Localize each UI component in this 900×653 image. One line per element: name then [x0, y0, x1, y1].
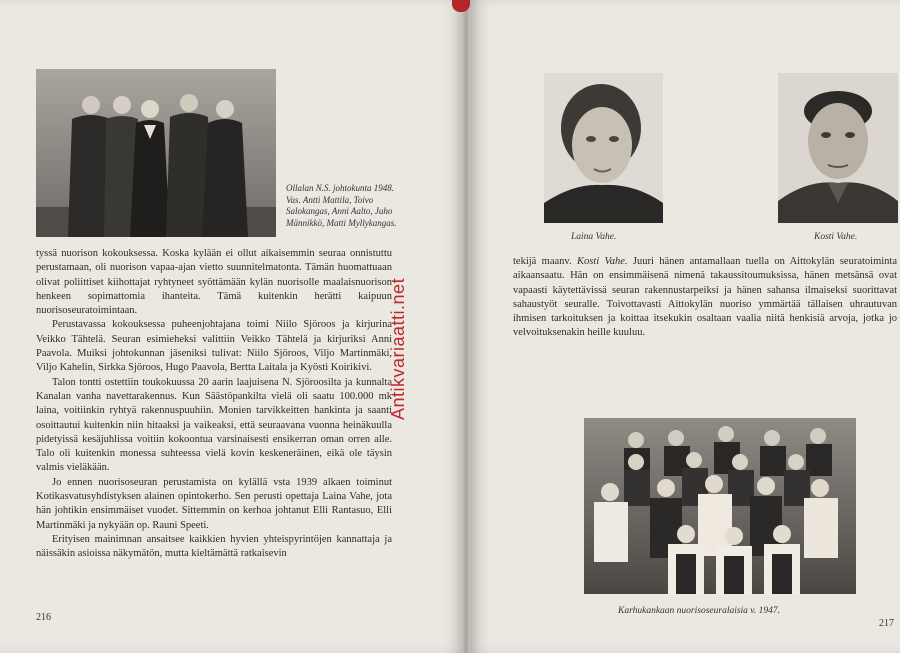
right-paragraph-name: Kosti Vahe. [576, 256, 628, 267]
left-paragraph: Erityisen mainimnan ansaitsee kaikkien hyvien yhteispyrintöjen kannattaja ja näissäkin asioissa näkymätön, mutta kieltämättä ratkaisevin [36, 533, 392, 560]
left-paragraph: Jo ennen nuorisoseuran perustamista on kylällä vsta 1939 alkaen toiminut Kotikasvatusyhdistyksen alainen opintokerho. Sen perusti opettaja Laina Vahe, jota hän johtikin ensimmäiset vuodet. Sittemmin on kerhoa johtanut Elli Rantasuo, Elli Martinmäki ja nykyään op. Rauni Speeti. [36, 476, 392, 531]
left-paragraph: Talon tontti ostettiin toukokuussa 20 aarin laajuisena N. Sjöroosilta ja kunnalta Kanalan vanha navettarakennus. Kun Säästöpankilta vielä oli saatu 100.000 mk laina, voitiinkin ryhtyä rakennuspuuhiin. Monien tarvikkeitten hankinta ja saanti osoittautui kuitenkin niin hitaaksi ja vaikeaksi, että seuraavana vuonna heinäkuulla pidetyissä kesäjuhlissa voitiin kokoontua varsinaisesti ensikerran oman orren alle. Talo oli kuitenkin monessa suhteessa vielä kovin keskeneräinen, eikä ole täysin valmis vieläkään. [36, 376, 392, 474]
right-paragraph-rest: Juuri hänen antamallaan tuella on Aittokylän seuratoiminta aikaansaatu. Hän on ensimmäisenä nimenä takaussitoumuksissa, hänen metsänsä ovat vapaasti käytettävissä seuran rakennustarpeiksi ja hänen sahansa ilmaiseksi suorittavat sahaustyöt seuralle. Toivottavasti Aittokylän nuoriso ymmärtää tällaisen uhrautuvan ihmisen tarkoituksen ja koittaa itsekukin osaltaan vaalia niitä henkisiä arvoja, jotka jo velvoituksenakin heille kuuluu. [513, 256, 898, 339]
portrait-kosti-vahe-image [778, 73, 898, 223]
left-paragraph: Perustavassa kokouksessa puheenjohtajana toimi Niilo Sjöroos ja kirjurina Veikko Tähtelä. Seuran esimieheksi valittiin Veikko Tähtelä ja kirjuriksi Anni Paavola. Muiksi johtokunnan jäseniksi tulivat: Niilo Sjöroos, Viljo Martinmäki, Viljo Kahelin, Sirkka Sjöroos, Hugo Paavola, Bertta Laitala ja Kyösti Koirikivi. [36, 319, 392, 374]
left-paragraph: tyssä nuorison kokouksessa. Koska kylään ei ollut aikaisemmin seuraa onnistuttu perustamaan, oli nuorison vapaa-ajan vietto suunnitelmatonta. Tämän huomattuaan olivat poliittiset kiihottajat ryhtyneet syöttämään kylän nuorisolle maalaisnuorison henkeen sopimattomia ihanteita. Tämä kuitenkin herätti kaipuun nuorisoseuratoimintaan. [36, 248, 392, 317]
board-photo-caption: Ollalan N.S. johtokunta 1948. Vas. Antti Mattila, Toivo Salokangas, Anni Aalto, Juho Männikkö, Matti Myllykangas. [286, 183, 397, 228]
watermark: Antikvariaatti.net [388, 277, 408, 420]
group-photo-caption: Karhukankaan nuorisoseuralaisia v. 1947. [618, 606, 780, 616]
board-group-photo-image [36, 69, 276, 237]
board-group-photo [36, 69, 276, 237]
right-page-body [513, 255, 897, 341]
right-page-number: 217 [879, 618, 894, 629]
youth-group-photo [584, 418, 856, 594]
portrait-laina-vahe [544, 73, 663, 223]
portrait-kosti-vahe [778, 73, 898, 223]
right-paragraph [513, 255, 897, 341]
youth-group-photo-image [584, 418, 856, 594]
portrait-caption-laina: Laina Vahe. [571, 232, 617, 242]
right-paragraph-intro: tekijä maanv. [513, 256, 572, 267]
book-gutter [462, 0, 470, 653]
portrait-caption-kosti: Kosti Vahe. [814, 232, 858, 242]
portrait-laina-vahe-image [544, 73, 663, 223]
left-page-body [36, 247, 392, 562]
left-page-number: 216 [36, 612, 51, 623]
